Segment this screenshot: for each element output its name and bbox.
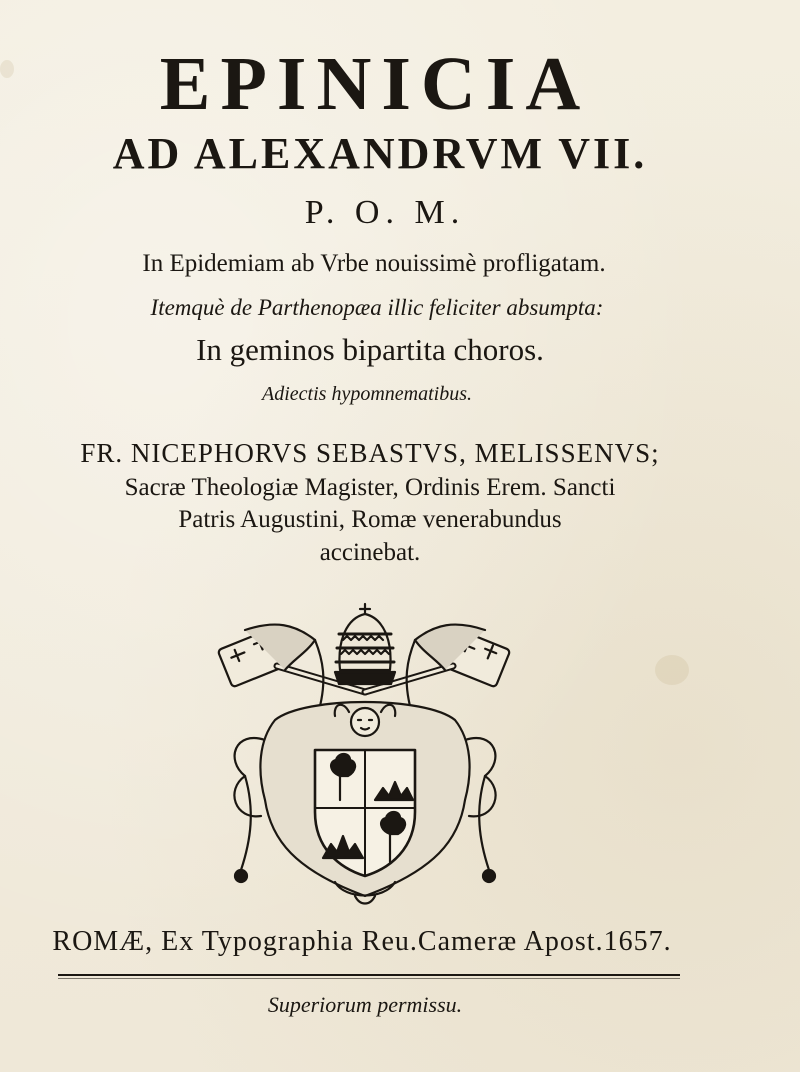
papal-coat-of-arms-icon (215, 600, 515, 912)
rule-divider (58, 974, 680, 976)
author-line-2: Sacræ Theologiæ Magister, Ordinis Erem. Sancti (124, 474, 616, 501)
paper-stain (655, 655, 689, 685)
author-line-3: Patris Augustini, Romæ venerabundus (178, 506, 562, 533)
subtitle-line-2: Itemquè de Parthenopæa illic feliciter absumpta: (150, 295, 604, 320)
title-line-3: P. O. M. (304, 194, 466, 231)
imprint-line: ROMÆ, Ex Typographia Reu.Cameræ Apost.1657. (52, 926, 672, 957)
papal-tiara-icon (335, 604, 395, 684)
subtitle-line-1: In Epidemiam ab Vrbe nouissimè profligatam. (142, 250, 606, 277)
rule-divider (58, 978, 680, 979)
title-line-1: EPINICIA (159, 42, 591, 126)
subtitle-line-3: In geminos bipartita choros. (196, 332, 544, 367)
permission-line: Superiorum permissu. (267, 992, 463, 1017)
author-line-1: FR. NICEPHORVS SEBASTVS, MELISSENVS; (80, 438, 660, 468)
author-line-4: accinebat. (319, 539, 421, 566)
subtitle-line-4: Adiectis hypomnematibus. (262, 383, 472, 405)
title-line-2: AD ALEXANDRVM VII. (112, 129, 648, 178)
